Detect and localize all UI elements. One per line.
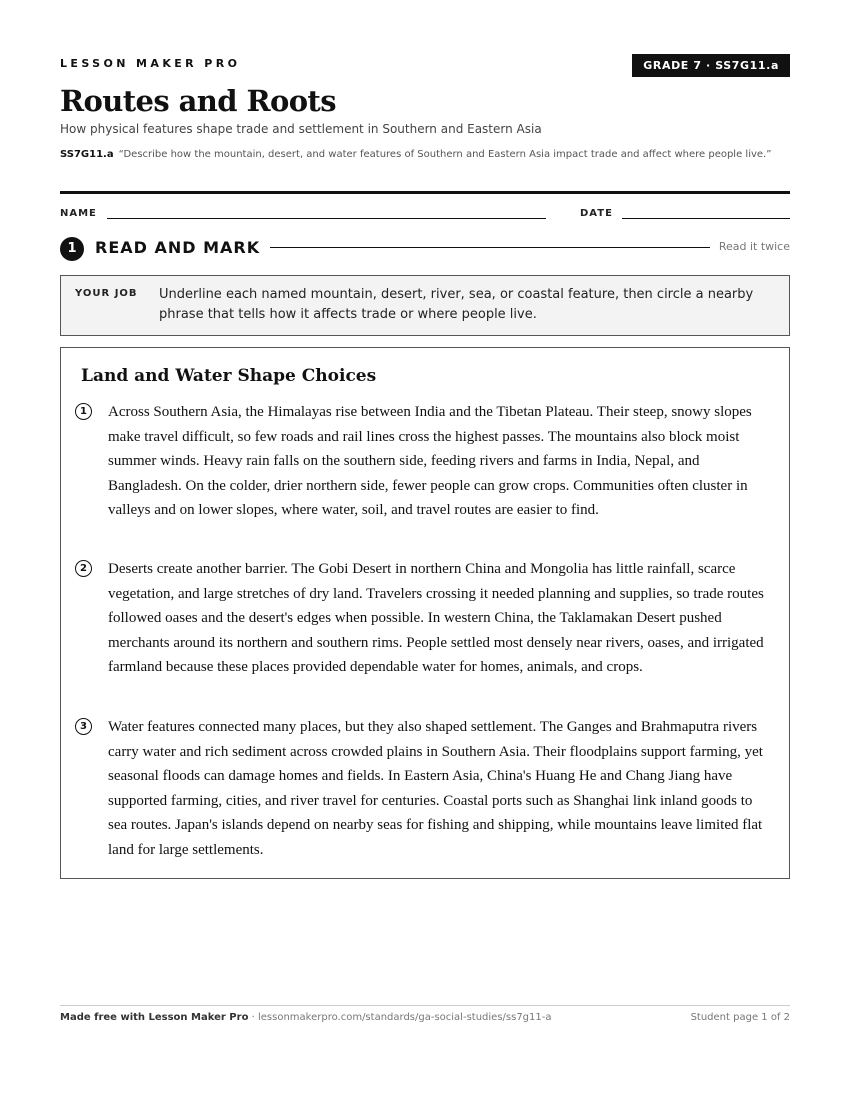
paragraph-1 [75,400,775,523]
footer-page-number: Student page 1 of 2 [690,1012,790,1023]
section-divider [270,247,710,248]
paragraph-text[interactable]: Across Southern Asia, the Himalayas rise between India and the Tibetan Plateau. Their steep, snowy slopes make travel difficult, so few roads and rail lines cross the highest passes. The mountains also block moist summer winds. Heavy rain falls on the southern side, feeding rivers and farms in India, Nepal, and Bangladesh. On the colder, drier northern side, fewer people can grow crops. Communities often cluster in valleys and on lower slopes, where water, soil, and travel routes are easier to find. [108,404,752,518]
date-label: DATE [580,208,613,219]
paragraph-number: 2 [75,560,92,577]
your-job-instructions: Underline each named mountain, desert, river, sea, or coastal feature, then circle a nearby phrase that tells how it affects trade or where people live. [159,287,754,322]
page-title: Routes and Roots [60,84,336,118]
section-note: Read it twice [718,240,790,253]
reading-passage [60,347,790,879]
worksheet-page [60,0,790,1100]
brand-name: LESSON MAKER PRO [60,57,241,70]
paragraph-text[interactable]: Deserts create another barrier. The Gobi Desert in northern China and Mongolia has little rainfall, scarce vegetation, and large stretches of dry land. Travelers crossing it needed planning and supplies, so trade routes followed oases and the desert's edges when possible. In western China, the Taklamakan Desert pushed merchants around its northern and southern rims. People settled most densely near rivers, oases, and irrigated farmland because these places provided dependable water for homes, animals, and crops. [108,561,764,675]
section-number-badge: 1 [60,237,84,261]
paragraph-number: 1 [75,403,92,420]
footer-credit [60,1012,552,1023]
name-field[interactable] [107,218,546,219]
section-title: READ AND MARK [95,238,261,257]
paragraph-3 [75,715,775,862]
reading-title: Land and Water Shape Choices [81,366,377,386]
standard-statement [60,147,790,163]
standard-text: “Describe how the mountain, desert, and water features of Southern and Eastern Asia impact trade and affect where people live.” [118,149,772,160]
your-job-label: YOUR JOB [75,288,138,299]
date-field[interactable] [622,218,790,219]
footer-divider [60,1005,790,1006]
grade-badge: GRADE 7 · SS7G11.a [632,54,790,77]
standard-code: SS7G11.a [60,149,114,160]
paragraph-2 [75,557,775,680]
paragraph-number: 3 [75,718,92,735]
footer-url[interactable]: · lessonmakerpro.com/standards/ga-social-studies/ss7g11-a [248,1012,552,1023]
name-label: NAME [60,208,97,219]
paragraph-text[interactable]: Water features connected many places, but they also shaped settlement. The Ganges and Brahmaputra rivers carry water and rich sediment across crowded plains in Southern Asia. Their floodplains support farming, yet seasonal floods can damage homes and fields. In Eastern Asia, China's Huang He and Chang Jiang have supported farming, cities, and river travel for centuries. Coastal ports such as Shanghai link inland goods to sea routes. Japan's islands depend on nearby seas for fishing and shipping, while mountains leave limited flat land for large settlements. [108,719,763,858]
page-subtitle: How physical features shape trade and settlement in Southern and Eastern Asia [60,122,542,136]
footer-made-with: Made free with Lesson Maker Pro [60,1012,249,1023]
header-divider [60,191,790,194]
your-job-box [60,275,790,336]
